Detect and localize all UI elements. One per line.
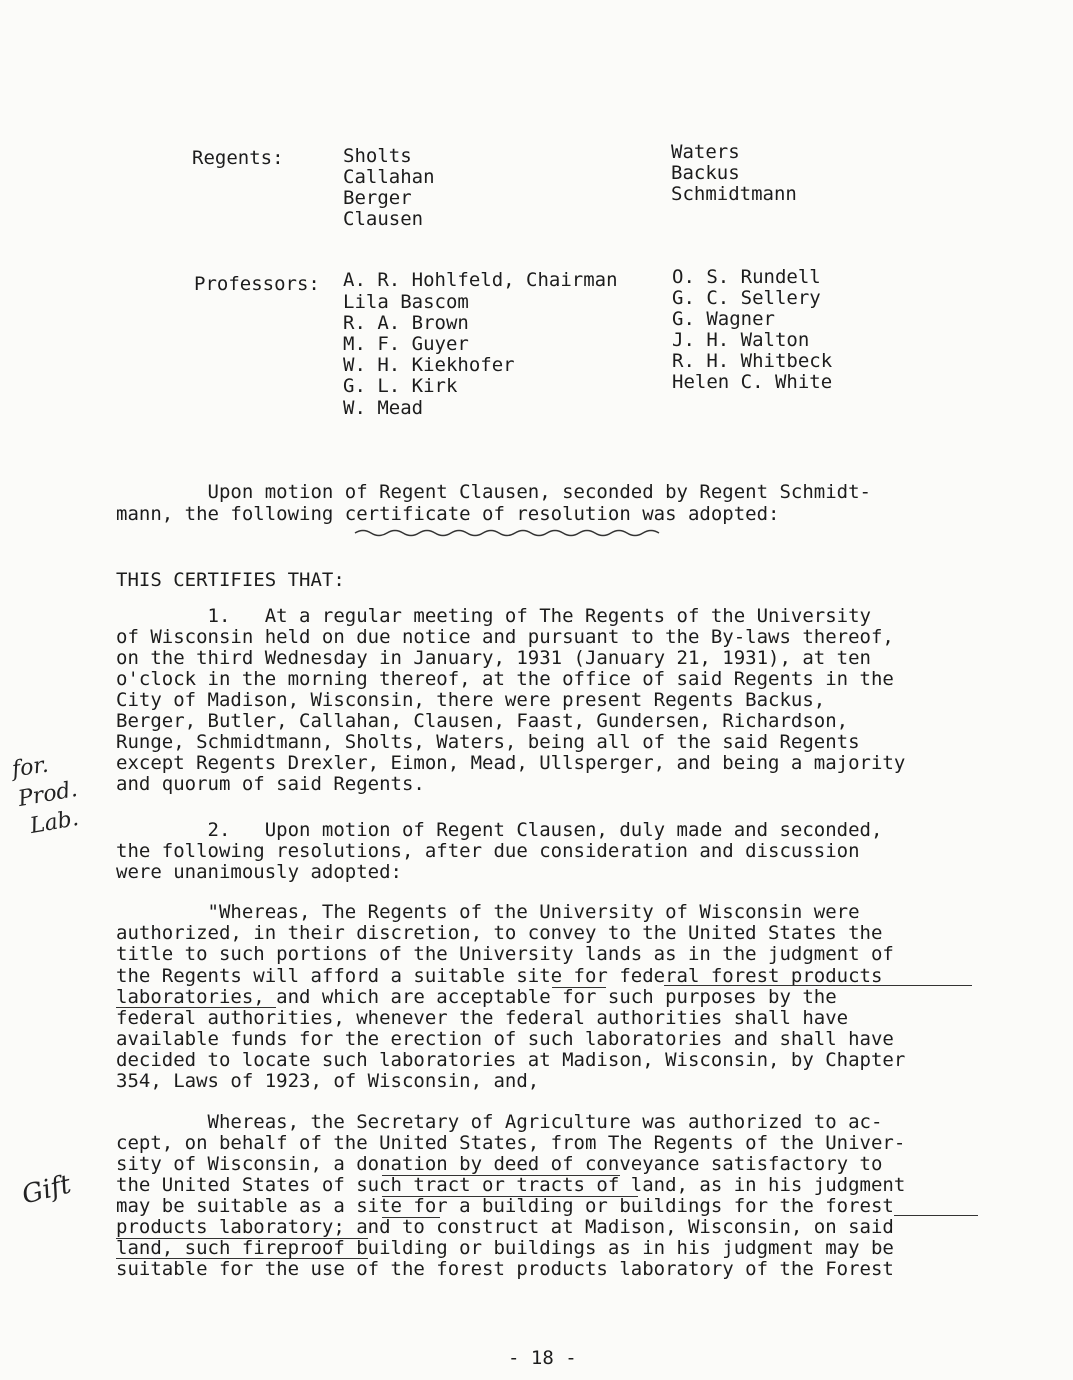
professor-name: W. Mead bbox=[343, 397, 424, 419]
para3-line: laboratories, and which are acceptable for such purposes by the bbox=[116, 986, 837, 1008]
para1-line: and quorum of said Regents. bbox=[116, 773, 425, 795]
handwritten-underline bbox=[382, 1175, 620, 1176]
para3-line: available funds for the erection of such laboratories and shall have bbox=[116, 1028, 894, 1050]
handwritten-underline bbox=[382, 1196, 638, 1197]
para3-line: decided to locate such laboratories at Madison, Wisconsin, by Chapter bbox=[116, 1049, 906, 1071]
para4-line: cept, on behalf of the United States, from The Regents of the Univer- bbox=[116, 1132, 906, 1154]
regent-name: Clausen bbox=[343, 208, 424, 230]
para3-line: the Regents will afford a suitable site for federal forest products bbox=[116, 965, 883, 987]
handwritten-underline bbox=[116, 1258, 368, 1259]
handwritten-underline bbox=[116, 1238, 368, 1239]
professors-label: Professors: bbox=[194, 273, 320, 295]
para1-line: 1. At a regular meeting of The Regents of the University bbox=[116, 605, 871, 627]
handwritten-underline bbox=[552, 987, 606, 988]
para4-line: products laboratory; and to construct at Madison, Wisconsin, on said bbox=[116, 1216, 894, 1238]
regent-name: Waters bbox=[671, 141, 740, 163]
para3-line: authorized, in their discretion, to convey to the United States the bbox=[116, 922, 883, 944]
handwritten-underline bbox=[116, 1007, 276, 1008]
para1-line: on the third Wednesday in January, 1931 (January 21, 1931), at ten bbox=[116, 647, 871, 669]
para4-line: Whereas, the Secretary of Agriculture was authorized to ac- bbox=[116, 1111, 883, 1133]
para1-line: Berger, Butler, Callahan, Clausen, Faast, Gundersen, Richardson, bbox=[116, 710, 849, 732]
para2-line: 2. Upon motion of Regent Clausen, duly made and seconded, bbox=[116, 819, 883, 841]
handwritten-underline bbox=[382, 1217, 440, 1218]
motion-line: Upon motion of Regent Clausen, seconded by Regent Schmidt- bbox=[116, 481, 871, 503]
para1-line: City of Madison, Wisconsin, there were present Regents Backus, bbox=[116, 689, 826, 711]
wavy-underline bbox=[355, 527, 665, 539]
para3-line: "Whereas, The Regents of the University of Wisconsin were bbox=[116, 901, 860, 923]
para4-line: land, such fireproof building or buildings as in his judgment may be bbox=[116, 1237, 894, 1259]
professor-name: M. F. Guyer bbox=[343, 333, 469, 355]
para2-line: the following resolutions, after due consideration and discussion bbox=[116, 840, 860, 862]
regent-name: Callahan bbox=[343, 166, 435, 188]
professor-name: G. L. Kirk bbox=[343, 375, 458, 397]
professor-name: G. Wagner bbox=[672, 308, 775, 330]
margin-note: for. bbox=[10, 752, 51, 783]
professor-name: R. H. Whitbeck bbox=[672, 350, 833, 372]
handwritten-underline bbox=[894, 1215, 978, 1216]
margin-note: Gift bbox=[19, 1169, 75, 1211]
professor-name: Helen C. White bbox=[672, 371, 833, 393]
professor-name: J. H. Walton bbox=[672, 329, 810, 351]
regent-name: Sholts bbox=[343, 145, 412, 167]
para4-line: sity of Wisconsin, a donation by deed of conveyance satisfactory to bbox=[116, 1153, 883, 1175]
para1-line: Runge, Schmidtmann, Sholts, Waters, being all of the said Regents bbox=[116, 731, 860, 753]
para3-line: title to such portions of the University lands as in the judgment of bbox=[116, 943, 894, 965]
para3-line: federal authorities, whenever the federal authorities shall have bbox=[116, 1007, 849, 1029]
margin-note: Prod. bbox=[16, 777, 80, 812]
para1-line: of Wisconsin held on due notice and pursuant to the By-laws thereof, bbox=[116, 626, 894, 648]
professor-name: W. H. Kiekhofer bbox=[343, 354, 515, 376]
professor-name: Lila Bascom bbox=[343, 291, 469, 313]
page-number: - 18 - bbox=[508, 1347, 577, 1369]
para4-line: may be suitable as a site for a building or buildings for the forest bbox=[116, 1195, 894, 1217]
professor-name: G. C. Sellery bbox=[672, 287, 821, 309]
professor-name: A. R. Hohlfeld, Chairman bbox=[343, 269, 618, 291]
regents-label: Regents: bbox=[192, 147, 284, 169]
margin-note: Lab. bbox=[28, 805, 81, 840]
handwritten-underline bbox=[664, 985, 972, 986]
regent-name: Backus bbox=[671, 162, 740, 184]
professor-name: O. S. Rundell bbox=[672, 266, 821, 288]
regent-name: Berger bbox=[343, 187, 412, 209]
motion-line: mann, the following certificate of resolution was adopted: bbox=[116, 503, 780, 525]
para3-line: 354, Laws of 1923, of Wisconsin, and, bbox=[116, 1070, 540, 1092]
certifies-heading: THIS CERTIFIES THAT: bbox=[116, 569, 345, 591]
para4-line: suitable for the use of the forest products laboratory of the Forest bbox=[116, 1258, 894, 1280]
para1-line: except Regents Drexler, Eimon, Mead, Ullsperger, and being a majority bbox=[116, 752, 906, 774]
para1-line: o'clock in the morning thereof, at the office of said Regents in the bbox=[116, 668, 894, 690]
professor-name: R. A. Brown bbox=[343, 312, 469, 334]
regent-name: Schmidtmann bbox=[671, 183, 797, 205]
para2-line: were unanimously adopted: bbox=[116, 861, 402, 883]
para4-line: the United States of such tract or tracts of land, as in his judgment bbox=[116, 1174, 906, 1196]
